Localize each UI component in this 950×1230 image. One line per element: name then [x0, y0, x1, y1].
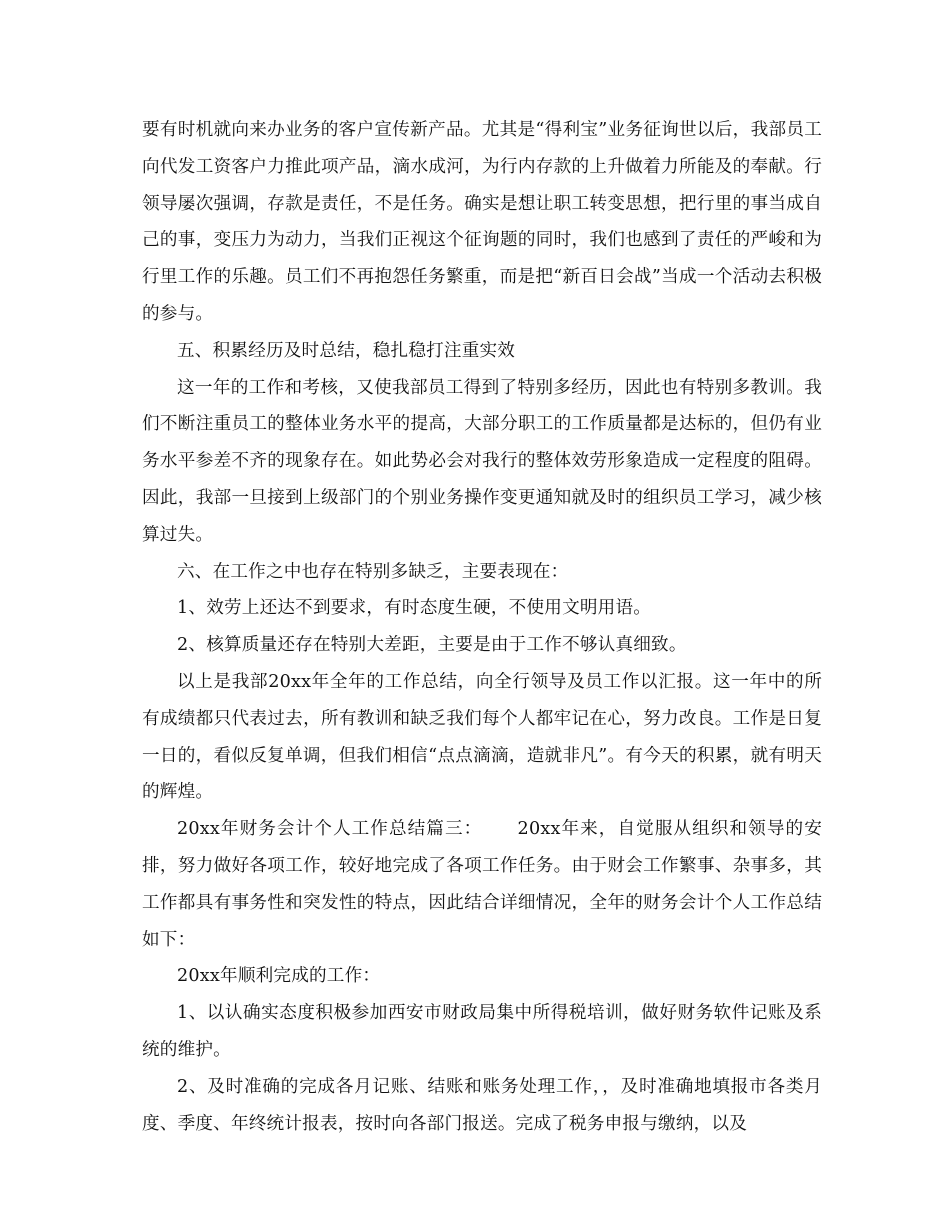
- paragraph-part-three: 20xx年财务会计个人工作总结篇三： 20xx年来，自觉服从组织和领导的安排，努力做好各项工作，较好地完成了各项工作任务。由于财会工作繁事、杂事多，其工作都具有事务性和突发性的特点，因此结合详细情况，全年的财务会计个人工作总结如下：: [142, 819, 822, 950]
- subheading-completed-work: 20xx年顺利完成的工作：: [177, 966, 381, 987]
- section-heading-six: 六、在工作之中也存在特别多缺乏，主要表现在：: [177, 561, 569, 582]
- list-item-bookkeeping: 2、及时准确的完成各月记账、结账和账务处理工作，，及时准确地填报市各类月度、季度、年终统计报表，按时向各部门报送。完成了税务申报与缴纳，以及: [142, 1076, 822, 1134]
- paragraph-experience: 这一年的工作和考核，又使我部员工得到了特别多经历，因此也有特别多教训。我们不断注重员工的整体业务水平的提高，大部分职工的工作质量都是达标的，但仍有业务水平参差不齐的现象存在。如此势必会对我行的整体效劳形象造成一定程度的阻碍。因此，我部一旦接到上级部门的个别业务操作变更通知就及时的组织员工学习，减少核算过失。: [142, 377, 822, 545]
- list-item-accounting: 2、核算质量还存在特别大差距，主要是由于工作不够认真细致。: [177, 635, 687, 656]
- paragraph-continuation: 要有时机就向来办业务的客户宣传新产品。尤其是“得利宝”业务征询世以后，我部员工向代发工资客户力推此项产品，滴水成河，为行内存款的上升做着力所能及的奉献。行领导屡次强调，存款是责任，不是任务。确实是想让职工转变思想，把行里的事当成自己的事，变压力为动力，当我们正视这个征询题的同时，我们也感到了责任的严峻和为行里工作的乐趣。员工们不再抱怨任务繁重，而是把“新百日会战”当成一个活动去积极的参与。: [142, 120, 822, 324]
- paragraph-summary: 以上是我部20xx年全年的工作总结，向全行领导及员工作以汇报。这一年中的所有成绩都只代表过去，所有教训和缺乏我们每个人都牢记在心，努力改良。工作是日复一日的，看似反复单调，但我们相信“点点滴滴，造就非凡”。有今天的积累，就有明天的辉煌。: [142, 671, 822, 803]
- document-body: [142, 112, 822, 1142]
- list-item-service: 1、效劳上还达不到要求，有时态度生硬，不使用文明用语。: [177, 598, 652, 619]
- section-heading-five: 五、积累经历及时总结，稳扎稳打注重实效: [177, 340, 516, 361]
- list-item-training: 1、以认确实态度积极参加西安市财政局集中所得税培训，做好财务软件记账及系统的维护。: [142, 1003, 822, 1060]
